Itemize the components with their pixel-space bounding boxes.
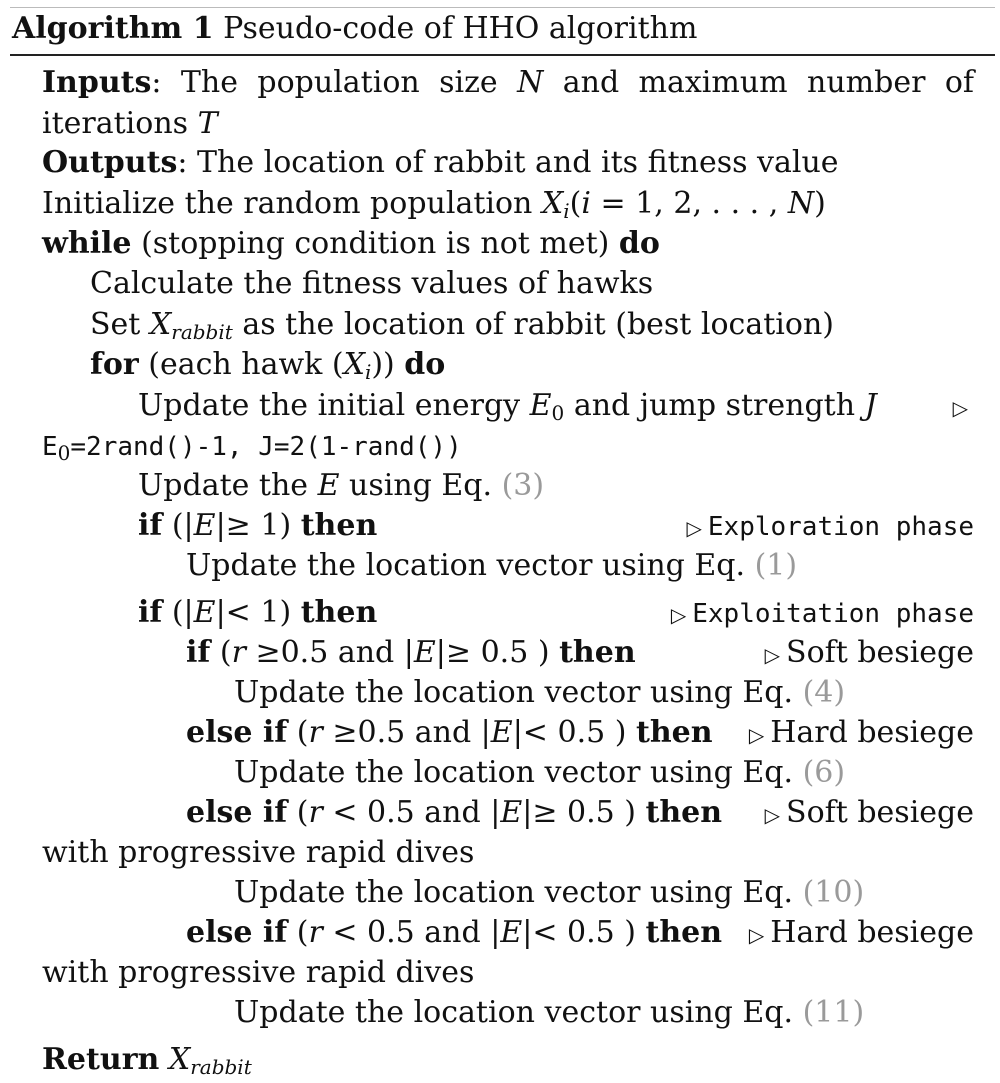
hard-besiege-comment: ▷ Hard besiege: [748, 715, 974, 750]
energy-comment-marker: ▷: [952, 396, 968, 420]
update-energy-line: Update the initial energy $E_0$ and jump strength J: [138, 388, 877, 425]
soft-rapid-wrap-line: with progressive rapid dives: [42, 835, 475, 870]
algorithm-label: Algorithm 1: [12, 11, 214, 46]
calc-fitness-line: Calculate the fitness values of hawks: [90, 266, 654, 301]
hard-rapid-wrap-line: with progressive rapid dives: [42, 955, 475, 990]
if-exploration-line: if (|E|≥ 1) then: [138, 508, 378, 543]
else-if-hard-line: else if (r ≥0.5 and |E|< 0.5 ) then: [186, 715, 713, 750]
return-line: Return $X_{rabbit}$: [42, 1042, 252, 1079]
update-loc-eq4-line: Update the location vector using Eq. (4): [234, 675, 846, 710]
else-if-hard-rapid-line: else if (r < 0.5 and |E|< 0.5 ) then: [186, 915, 723, 950]
update-loc-eq10-line: Update the location vector using Eq. (10): [234, 875, 865, 910]
energy-formula-line: $E_0=2rand()-1$, J=2(1-rand()): [42, 432, 462, 465]
update-loc-eq6-line: Update the location vector using Eq. (6): [234, 755, 846, 790]
for-line: for (each hawk $(X_i)$) do: [90, 347, 446, 384]
inputs-line-cont: iterations T: [42, 106, 218, 141]
init-line: Initialize the random population $X_i(i = 1$, 2, . . . , N): [42, 186, 826, 223]
exploitation-comment: ▷ Exploitation phase: [670, 599, 974, 629]
soft-rapid-comment: ▷ Soft besiege: [764, 795, 974, 830]
while-line: while (stopping condition is not met) do: [42, 226, 660, 261]
algorithm-title: Pseudo-code of HHO algorithm: [223, 11, 698, 46]
update-loc-eq11-line: Update the location vector using Eq. (11): [234, 995, 865, 1030]
top-rule: [10, 7, 995, 8]
set-rabbit-line: Set $X_{rabbit}$ as the location of rabbit (best location): [90, 307, 834, 344]
update-e-line: Update the E using Eq. (3): [138, 468, 545, 503]
soft-besiege-comment: ▷ Soft besiege: [764, 635, 974, 670]
outputs-line: Outputs: The location of rabbit and its fitness value: [42, 145, 839, 180]
else-if-soft-rapid-line: else if (r < 0.5 and |E|≥ 0.5 ) then: [186, 795, 723, 830]
if-soft-line: if (r ≥0.5 and |E|≥ 0.5 ) then: [186, 635, 636, 670]
caption-rule: [10, 54, 995, 56]
hard-rapid-comment: ▷ Hard besiege: [748, 915, 974, 950]
inputs-line: Inputs: The population size N and maximum number of: [42, 65, 974, 100]
exploration-comment: ▷ Exploration phase: [686, 512, 974, 542]
update-loc-eq1-line: Update the location vector using Eq. (1): [186, 548, 798, 583]
algorithm-caption: [12, 9, 697, 49]
if-exploitation-line: if (|E|< 1) then: [138, 595, 378, 630]
